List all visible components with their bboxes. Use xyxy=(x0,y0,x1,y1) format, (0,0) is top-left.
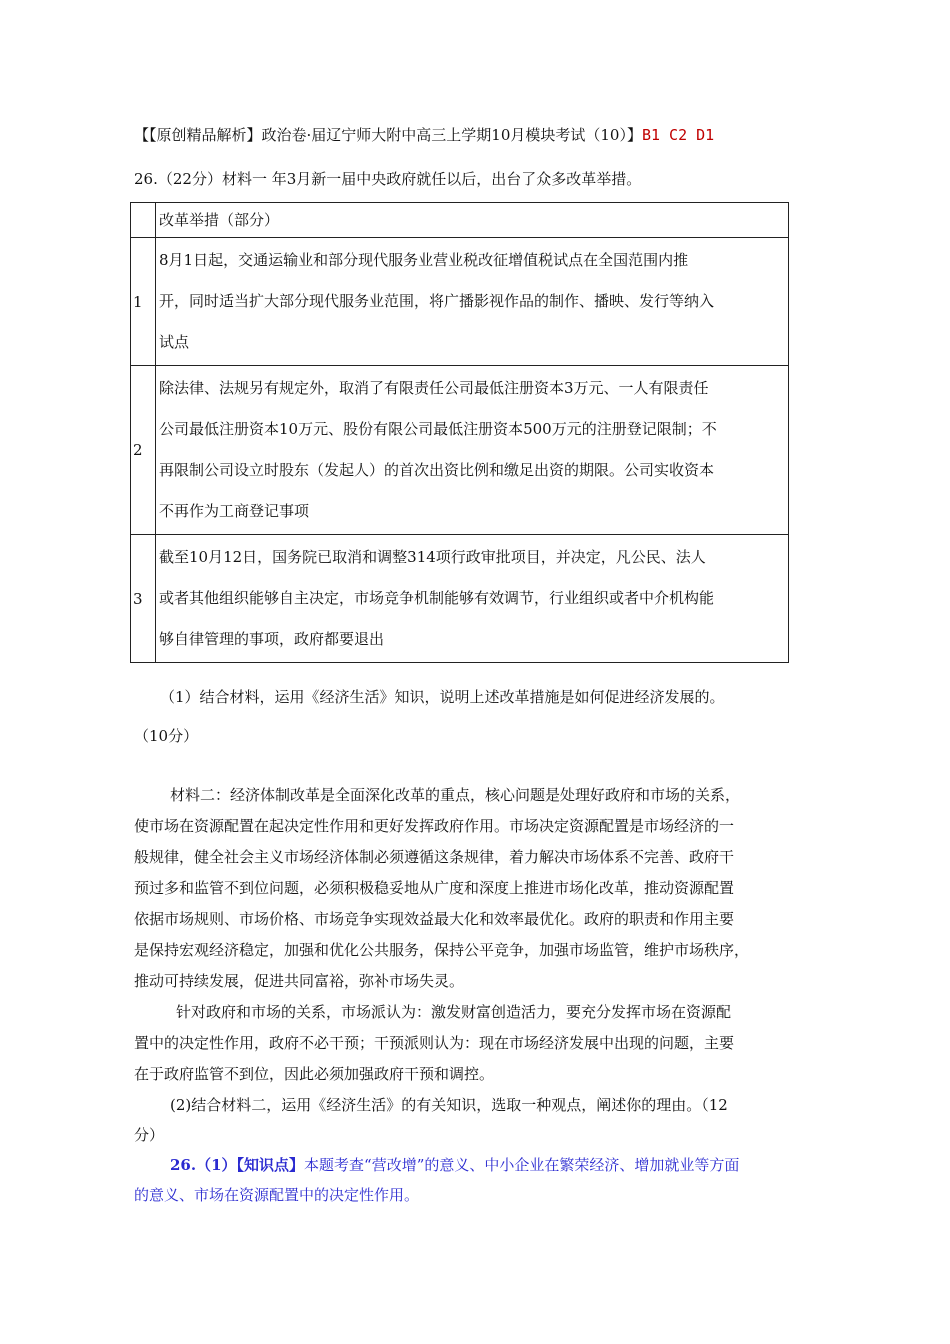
answer-line2: 的意义、市场在资源配置中的决定性作用。 xyxy=(134,1186,420,1204)
question-intro: 26.（22分）材料一 年3月新一届中央政府就任以后，出台了众多改革举措。 xyxy=(134,170,642,188)
q2-line2: 分） xyxy=(134,1126,165,1144)
reform-table xyxy=(130,202,789,663)
table-num-cell xyxy=(131,203,156,238)
header-title: 【【原创精品解析】政治卷·届辽宁师大附中高三上学期10月模块考试（10）】 xyxy=(134,126,642,144)
material2-line: 预过多和监管不到位问题，必须积极稳妥地从广度和深度上推进市场化改革，推动资源配置 xyxy=(134,879,735,897)
table-row xyxy=(131,238,789,366)
table-line: 公司最低注册资本10万元、股份有限公司最低注册资本500万元的注册登记限制；不 xyxy=(159,420,717,438)
table-line: 不再作为工商登记事项 xyxy=(159,502,310,520)
answer-text: 本题考查“营改增”的意义、中小企业在繁荣经济、增加就业等方面 xyxy=(304,1156,740,1174)
header-codes: B1 C2 D1 xyxy=(641,126,715,144)
q1-line2: （10分） xyxy=(134,727,199,745)
table-row xyxy=(131,366,789,535)
material2-line: 依据市场规则、市场价格、市场竞争实现效益最大化和效率最优化。政府的职责和作用主要 xyxy=(134,910,735,928)
answer-prefix: 26.（1）【知识点】 xyxy=(170,1156,305,1174)
table-line: 试点 xyxy=(159,333,190,351)
table-line: 8月1日起，交通运输业和部分现代服务业营业税改征增值税试点在全国范围内推 xyxy=(159,251,689,269)
material2-line: 使市场在资源配置在起决定性作用和更好发挥政府作用。市场决定资源配置是市场经济的一 xyxy=(134,817,735,835)
table-line: 截至10月12日，国务院已取消和调整314项行政审批项目，并决定，凡公民、法人 xyxy=(159,548,706,566)
table-line: 除法律、法规另有规定外，取消了有限责任公司最低注册资本3万元、一人有限责任 xyxy=(159,379,709,397)
table-header-row xyxy=(131,203,789,238)
table-line: 或者其他组织能够自主决定，市场竞争机制能够有效调节，行业组织或者中介机构能 xyxy=(159,589,715,607)
material2-line: 推动可持续发展，促进共同富裕，弥补市场失灵。 xyxy=(134,972,465,990)
q2-line1: (2)结合材料二，运用《经济生活》的有关知识，选取一种观点，阐述你的理由。（12 xyxy=(170,1096,728,1114)
material2-line: 般规律，健全社会主义市场经济体制必须遵循这条规律，着力解决市场体系不完善、政府干 xyxy=(134,848,735,866)
table-num-cell: 2 xyxy=(131,366,156,535)
views-line: 置中的决定性作用，政府不必干预；干预派则认为：现在市场经济发展中出现的问题，主要 xyxy=(134,1034,735,1052)
table-text-cell xyxy=(156,535,789,663)
material2-line: 材料二：经济体制改革是全面深化改革的重点，核心问题是处理好政府和市场的关系， xyxy=(170,786,741,804)
table-num-cell: 1 xyxy=(131,238,156,366)
q1-line1: （1）结合材料，运用《经济生活》知识，说明上述改革措施是如何促进经济发展的。 xyxy=(160,688,725,706)
table-line: 开，同时适当扩大部分现代服务业范围，将广播影视作品的制作、播映、发行等纳入 xyxy=(159,292,715,310)
table-text-cell xyxy=(156,366,789,535)
header-line xyxy=(134,124,714,145)
views-line: 在于政府监管不到位，因此必须加强政府干预和调控。 xyxy=(134,1065,495,1083)
table-text-cell xyxy=(156,238,789,366)
table-line: 再限制公司设立时股东（发起人）的首次出资比例和缴足出资的期限。公司实收资本 xyxy=(159,461,715,479)
material2-line: 是保持宏观经济稳定，加强和优化公共服务，保持公平竞争，加强市场监管，维护市场秩序， xyxy=(134,941,750,959)
table-num-cell: 3 xyxy=(131,535,156,663)
table-header-cell: 改革举措（部分） xyxy=(156,203,789,238)
answer-line1 xyxy=(170,1150,739,1180)
table-row xyxy=(131,535,789,663)
views-line: 针对政府和市场的关系，市场派认为：激发财富创造活力，要充分发挥市场在资源配 xyxy=(176,1003,732,1021)
table-line: 够自律管理的事项，政府都要退出 xyxy=(159,630,385,648)
